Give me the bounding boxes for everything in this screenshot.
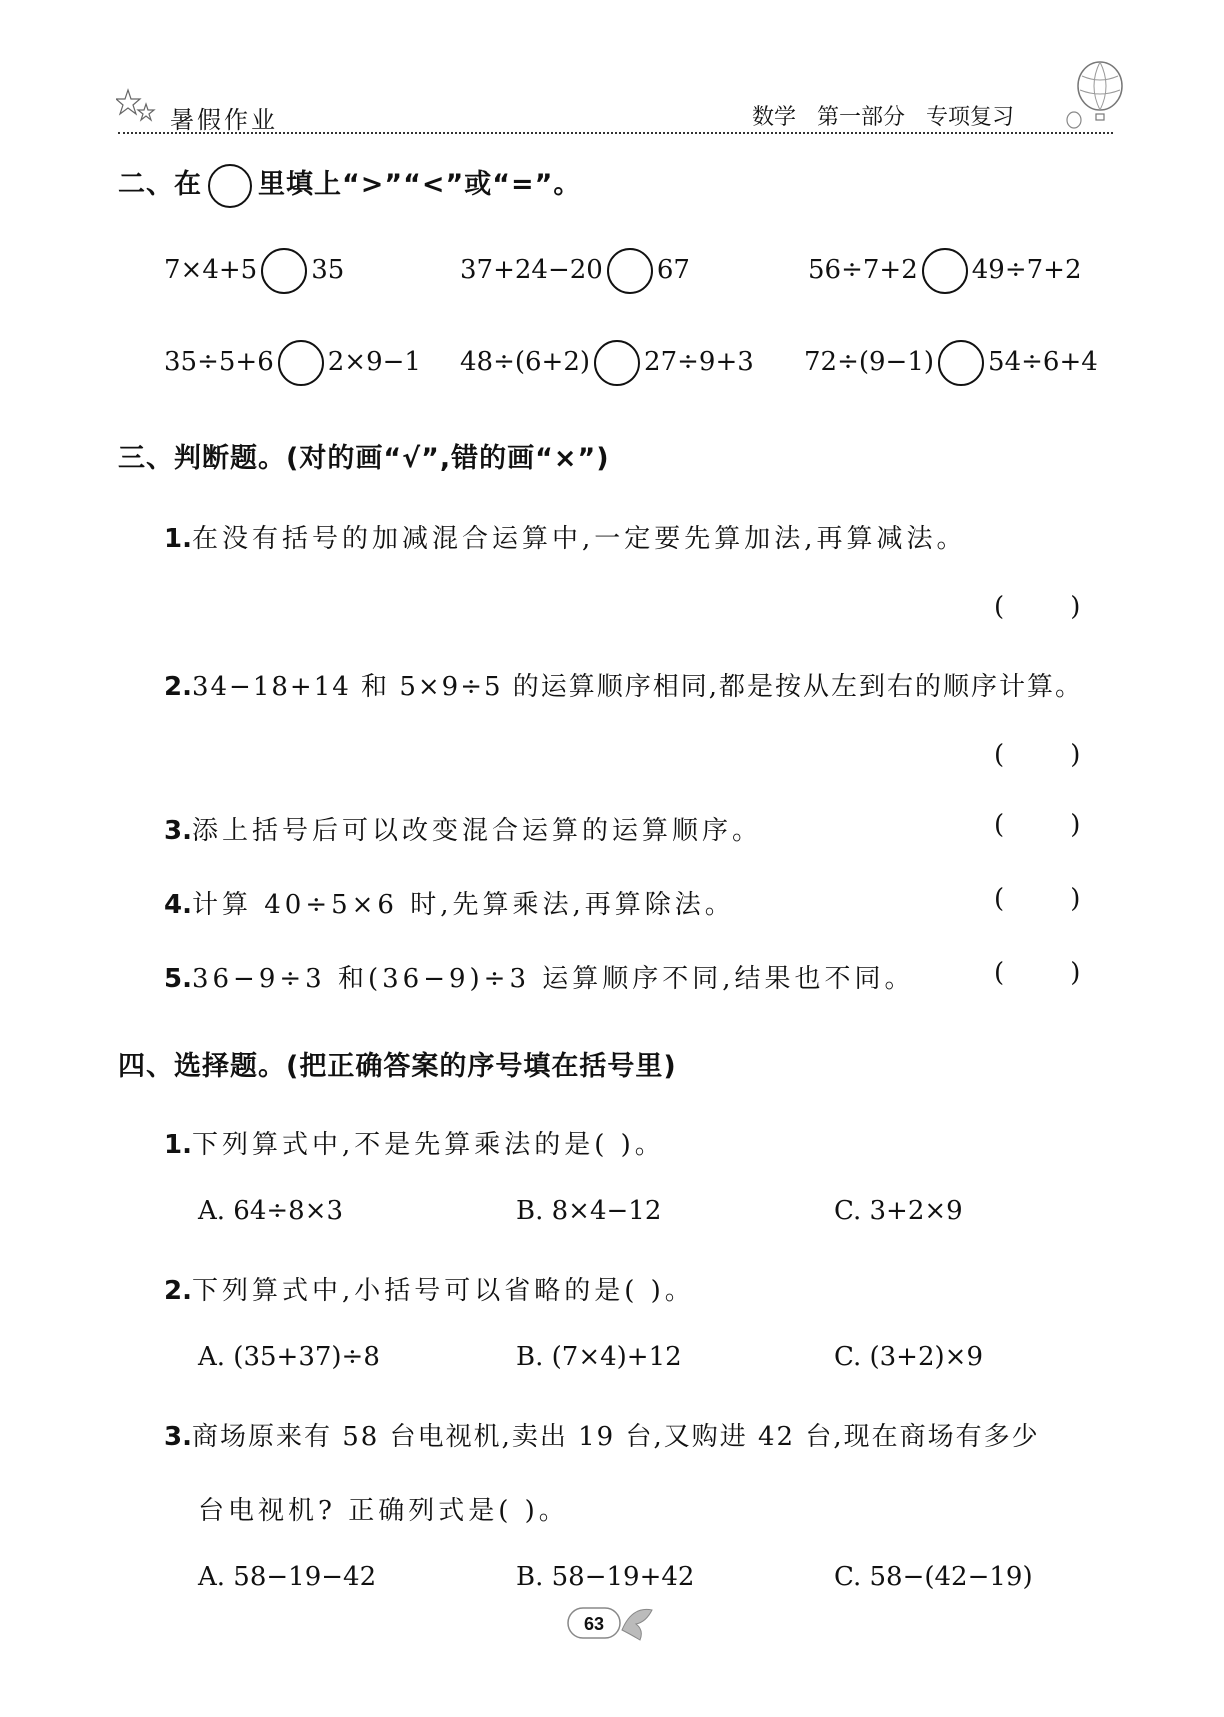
page-number: 63 — [583, 1614, 605, 1634]
header-part: 第一部分 — [817, 105, 906, 130]
item-number: 4. — [164, 890, 192, 920]
option-c[interactable]: C. 58−(42−19) — [834, 1562, 1033, 1592]
choice-question-3 — [164, 1416, 1040, 1453]
judge-item-5 — [164, 958, 915, 995]
option-b[interactable]: B. 58−19+42 — [516, 1562, 695, 1592]
item-number: 1. — [164, 524, 192, 554]
header-right — [752, 100, 1014, 131]
answer-paren[interactable]: ( ) — [994, 810, 1081, 840]
compare-right: 2×9−1 — [327, 347, 421, 377]
option-c[interactable]: C. 3+2×9 — [834, 1196, 963, 1226]
compare-item — [808, 248, 1082, 294]
item-text: 34−18+14 和 5×9÷5 的运算顺序相同,都是按从左到右的顺序计算。 — [191, 672, 1084, 702]
header-left-title: 暑假作业 — [170, 106, 278, 134]
question-text: 商场原来有 58 台电视机,卖出 19 台,又购进 42 台,现在商场有多少 — [191, 1422, 1040, 1452]
choice-question-2 — [164, 1270, 695, 1307]
option-a[interactable]: A. (35+37)÷8 — [198, 1342, 380, 1372]
compare-item — [164, 340, 421, 386]
answer-paren[interactable]: ( ) — [994, 592, 1081, 622]
question-text: 下列算式中,不是先算乘法的是( )。 — [191, 1130, 665, 1160]
answer-circle[interactable] — [594, 340, 640, 386]
answer-paren[interactable]: ( ) — [994, 884, 1081, 914]
compare-right: 67 — [656, 255, 690, 285]
page-number-badge — [566, 1600, 656, 1644]
answer-paren[interactable]: ( ) — [994, 740, 1081, 770]
question-text-line2: 台电视机? 正确列式是( )。 — [198, 1496, 569, 1526]
compare-left: 72÷(9−1) — [804, 347, 935, 377]
answer-paren[interactable]: ( ) — [994, 958, 1081, 988]
compare-left: 56÷7+2 — [808, 255, 918, 285]
judge-item-2 — [164, 666, 1083, 703]
option-c[interactable]: C. (3+2)×9 — [834, 1342, 983, 1372]
circle-placeholder — [208, 164, 252, 208]
item-number: 3. — [164, 816, 192, 846]
item-text: 添上括号后可以改变混合运算的运算顺序。 — [191, 816, 762, 846]
item-text: 在没有括号的加减混合运算中,一定要先算加法,再算减法。 — [191, 524, 967, 554]
stars-icon — [116, 88, 156, 124]
item-number: 2. — [164, 672, 192, 702]
compare-left: 7×4+5 — [164, 255, 258, 285]
answer-circle[interactable] — [922, 248, 968, 294]
compare-item — [804, 340, 1098, 386]
header-subject: 数学 — [752, 105, 797, 130]
item-text: 计算 40÷5×6 时,先算乘法,再算除法。 — [191, 890, 735, 920]
answer-circle[interactable] — [278, 340, 324, 386]
answer-circle[interactable] — [607, 248, 653, 294]
item-number: 5. — [164, 964, 192, 994]
judge-item-1 — [164, 518, 967, 555]
compare-right: 35 — [311, 255, 345, 285]
compare-item — [164, 248, 344, 294]
section3-title: 三、判断题。(对的画“√”,错的画“×”) — [118, 443, 610, 474]
judge-item-3 — [164, 810, 762, 847]
item-number: 1. — [164, 1130, 192, 1160]
question-text: 下列算式中,小括号可以省略的是( )。 — [191, 1276, 695, 1306]
option-b[interactable]: B. 8×4−12 — [516, 1196, 662, 1226]
compare-left: 37+24−20 — [460, 255, 603, 285]
option-a[interactable]: A. 64÷8×3 — [198, 1196, 344, 1226]
header-divider — [118, 132, 1113, 134]
option-a[interactable]: A. 58−19−42 — [198, 1562, 377, 1592]
compare-item — [460, 340, 754, 386]
item-number: 3. — [164, 1422, 192, 1452]
option-b[interactable]: B. (7×4)+12 — [516, 1342, 682, 1372]
item-number: 2. — [164, 1276, 192, 1306]
section2-title-prefix: 二、在 — [118, 169, 202, 200]
compare-item — [460, 248, 690, 294]
balloon-icon — [1060, 60, 1130, 132]
header-section: 专项复习 — [926, 105, 1015, 130]
section2-title — [118, 162, 581, 208]
section2-title-suffix: 里填上“>”“<”或“=”。 — [258, 169, 582, 200]
compare-right: 54÷6+4 — [988, 347, 1098, 377]
section4-title: 四、选择题。(把正确答案的序号填在括号里) — [118, 1051, 677, 1082]
item-text: 36−9÷3 和(36−9)÷3 运算顺序不同,结果也不同。 — [191, 964, 915, 994]
compare-left: 48÷(6+2) — [460, 347, 591, 377]
judge-item-4 — [164, 884, 735, 921]
choice-question-1 — [164, 1124, 665, 1161]
answer-circle[interactable] — [261, 248, 307, 294]
compare-right: 49÷7+2 — [971, 255, 1082, 285]
answer-circle[interactable] — [938, 340, 984, 386]
compare-right: 27÷9+3 — [644, 347, 754, 377]
compare-left: 35÷5+6 — [164, 347, 274, 377]
